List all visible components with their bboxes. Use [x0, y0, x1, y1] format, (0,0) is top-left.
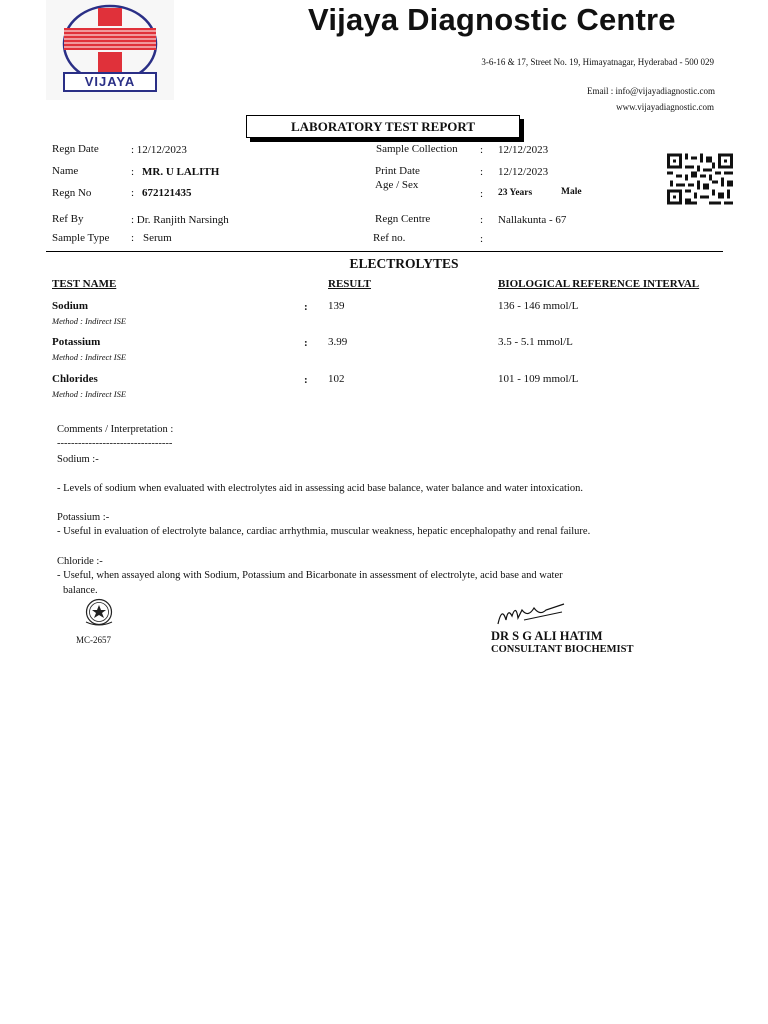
report-title: LABORATORY TEST REPORT [246, 115, 520, 138]
qr-code [667, 153, 733, 205]
centre-address: 3-6-16 & 17, Street No. 19, Himayatnagar, Hyderabad - 500 029 [481, 57, 714, 67]
test-name-potassium: Potassium [52, 336, 101, 348]
accreditation-number: MC-2657 [76, 635, 112, 645]
sodium-comment-text: - Levels of sodium when evaluated with electrolytes aid in assessing acid base balance, water balance and water intoxication. [57, 483, 583, 494]
regn-date-label: Regn Date [52, 143, 99, 155]
result-colon-potassium: : [304, 337, 308, 349]
column-test-name: TEST NAME [52, 278, 117, 290]
centre-email: Email : info@vijayadiagnostic.com [586, 86, 715, 96]
ref-by-label: Ref By [52, 213, 84, 225]
test-name-chlorides: Chlorides [52, 373, 98, 385]
test-name-sodium: Sodium [52, 300, 89, 312]
regn-no-colon: : [131, 187, 135, 199]
section-title: ELECTROLYTES [349, 256, 459, 271]
result-chlorides: 102 [328, 373, 345, 385]
potassium-comment-text: - Useful in evaluation of electrolyte balance, cardiac arrhythmia, muscular weakness, hepatic encephalopathy and renal failure. [57, 526, 591, 537]
ref-no-colon: : [480, 233, 484, 245]
test-method-sodium: Method : Indirect ISE [52, 316, 127, 326]
sex-value: Male [561, 187, 582, 197]
test-method-potassium: Method : Indirect ISE [52, 352, 127, 362]
regn-centre-label: Regn Centre [375, 213, 431, 225]
reference-chlorides: 101 - 109 mmol/L [498, 373, 579, 385]
chloride-comment-text: - Useful, when assayed along with Sodium, Potassium and Bicarbonate in assessment of electrolyte, acid base and water [57, 570, 563, 581]
patient-name: MR. U LALITH [142, 166, 220, 178]
name-colon: : [131, 166, 135, 178]
sample-type-value: Serum [143, 232, 172, 244]
reference-sodium: 136 - 146 mmol/L [498, 300, 579, 312]
logo-text: VIJAYA [84, 74, 136, 89]
comments-heading: Comments / Interpretation : [57, 424, 174, 435]
centre-name: Vijaya Diagnostic Centre [308, 2, 676, 37]
chloride-comment-text-continued: balance. [63, 585, 98, 596]
print-date-value: 12/12/2023 [498, 166, 549, 178]
potassium-comment-heading: Potassium :- [57, 512, 110, 523]
regn-no-label: Regn No [52, 187, 92, 199]
sample-collection-colon: : [480, 144, 484, 156]
chloride-comment-heading: Chloride :- [57, 556, 103, 567]
ref-by-value: : Dr. Ranjith Narsingh [131, 214, 229, 226]
sample-collection-value: 12/12/2023 [498, 144, 549, 156]
doctor-name: DR S G ALI HATIM [491, 629, 603, 643]
comments-divider: --------------------------------- [57, 438, 173, 449]
result-colon-sodium: : [304, 301, 308, 313]
doctor-signature [494, 600, 568, 628]
age-value: 23 Years [498, 188, 533, 198]
regn-no-value: 672121435 [142, 187, 192, 199]
header-divider [46, 251, 723, 252]
column-reference: BIOLOGICAL REFERENCE INTERVAL [498, 278, 700, 290]
accreditation-seal-icon [80, 598, 118, 628]
age-sex-colon: : [480, 188, 484, 200]
print-date-label: Print Date [375, 165, 420, 177]
result-colon-chlorides: : [304, 374, 308, 386]
age-sex-label: Age / Sex [375, 179, 419, 191]
ref-no-label: Ref no. [373, 232, 406, 244]
result-sodium: 139 [328, 300, 345, 312]
name-label: Name [52, 165, 79, 177]
centre-website: www.vijayadiagnostic.com [616, 102, 714, 112]
reference-potassium: 3.5 - 5.1 mmol/L [498, 336, 573, 348]
print-date-colon: : [480, 166, 484, 178]
sample-type-label: Sample Type [52, 232, 110, 244]
regn-date-value: : 12/12/2023 [131, 144, 187, 156]
regn-centre-colon: : [480, 214, 484, 226]
sodium-comment-heading: Sodium :- [57, 454, 99, 465]
sample-type-colon: : [131, 232, 135, 244]
sample-collection-label: Sample Collection [376, 143, 458, 155]
test-method-chlorides: Method : Indirect ISE [52, 389, 127, 399]
regn-centre-value: Nallakunta - 67 [498, 214, 567, 226]
column-result: RESULT [328, 278, 372, 290]
result-potassium: 3.99 [328, 336, 348, 348]
doctor-title: CONSULTANT BIOCHEMIST [491, 644, 634, 655]
